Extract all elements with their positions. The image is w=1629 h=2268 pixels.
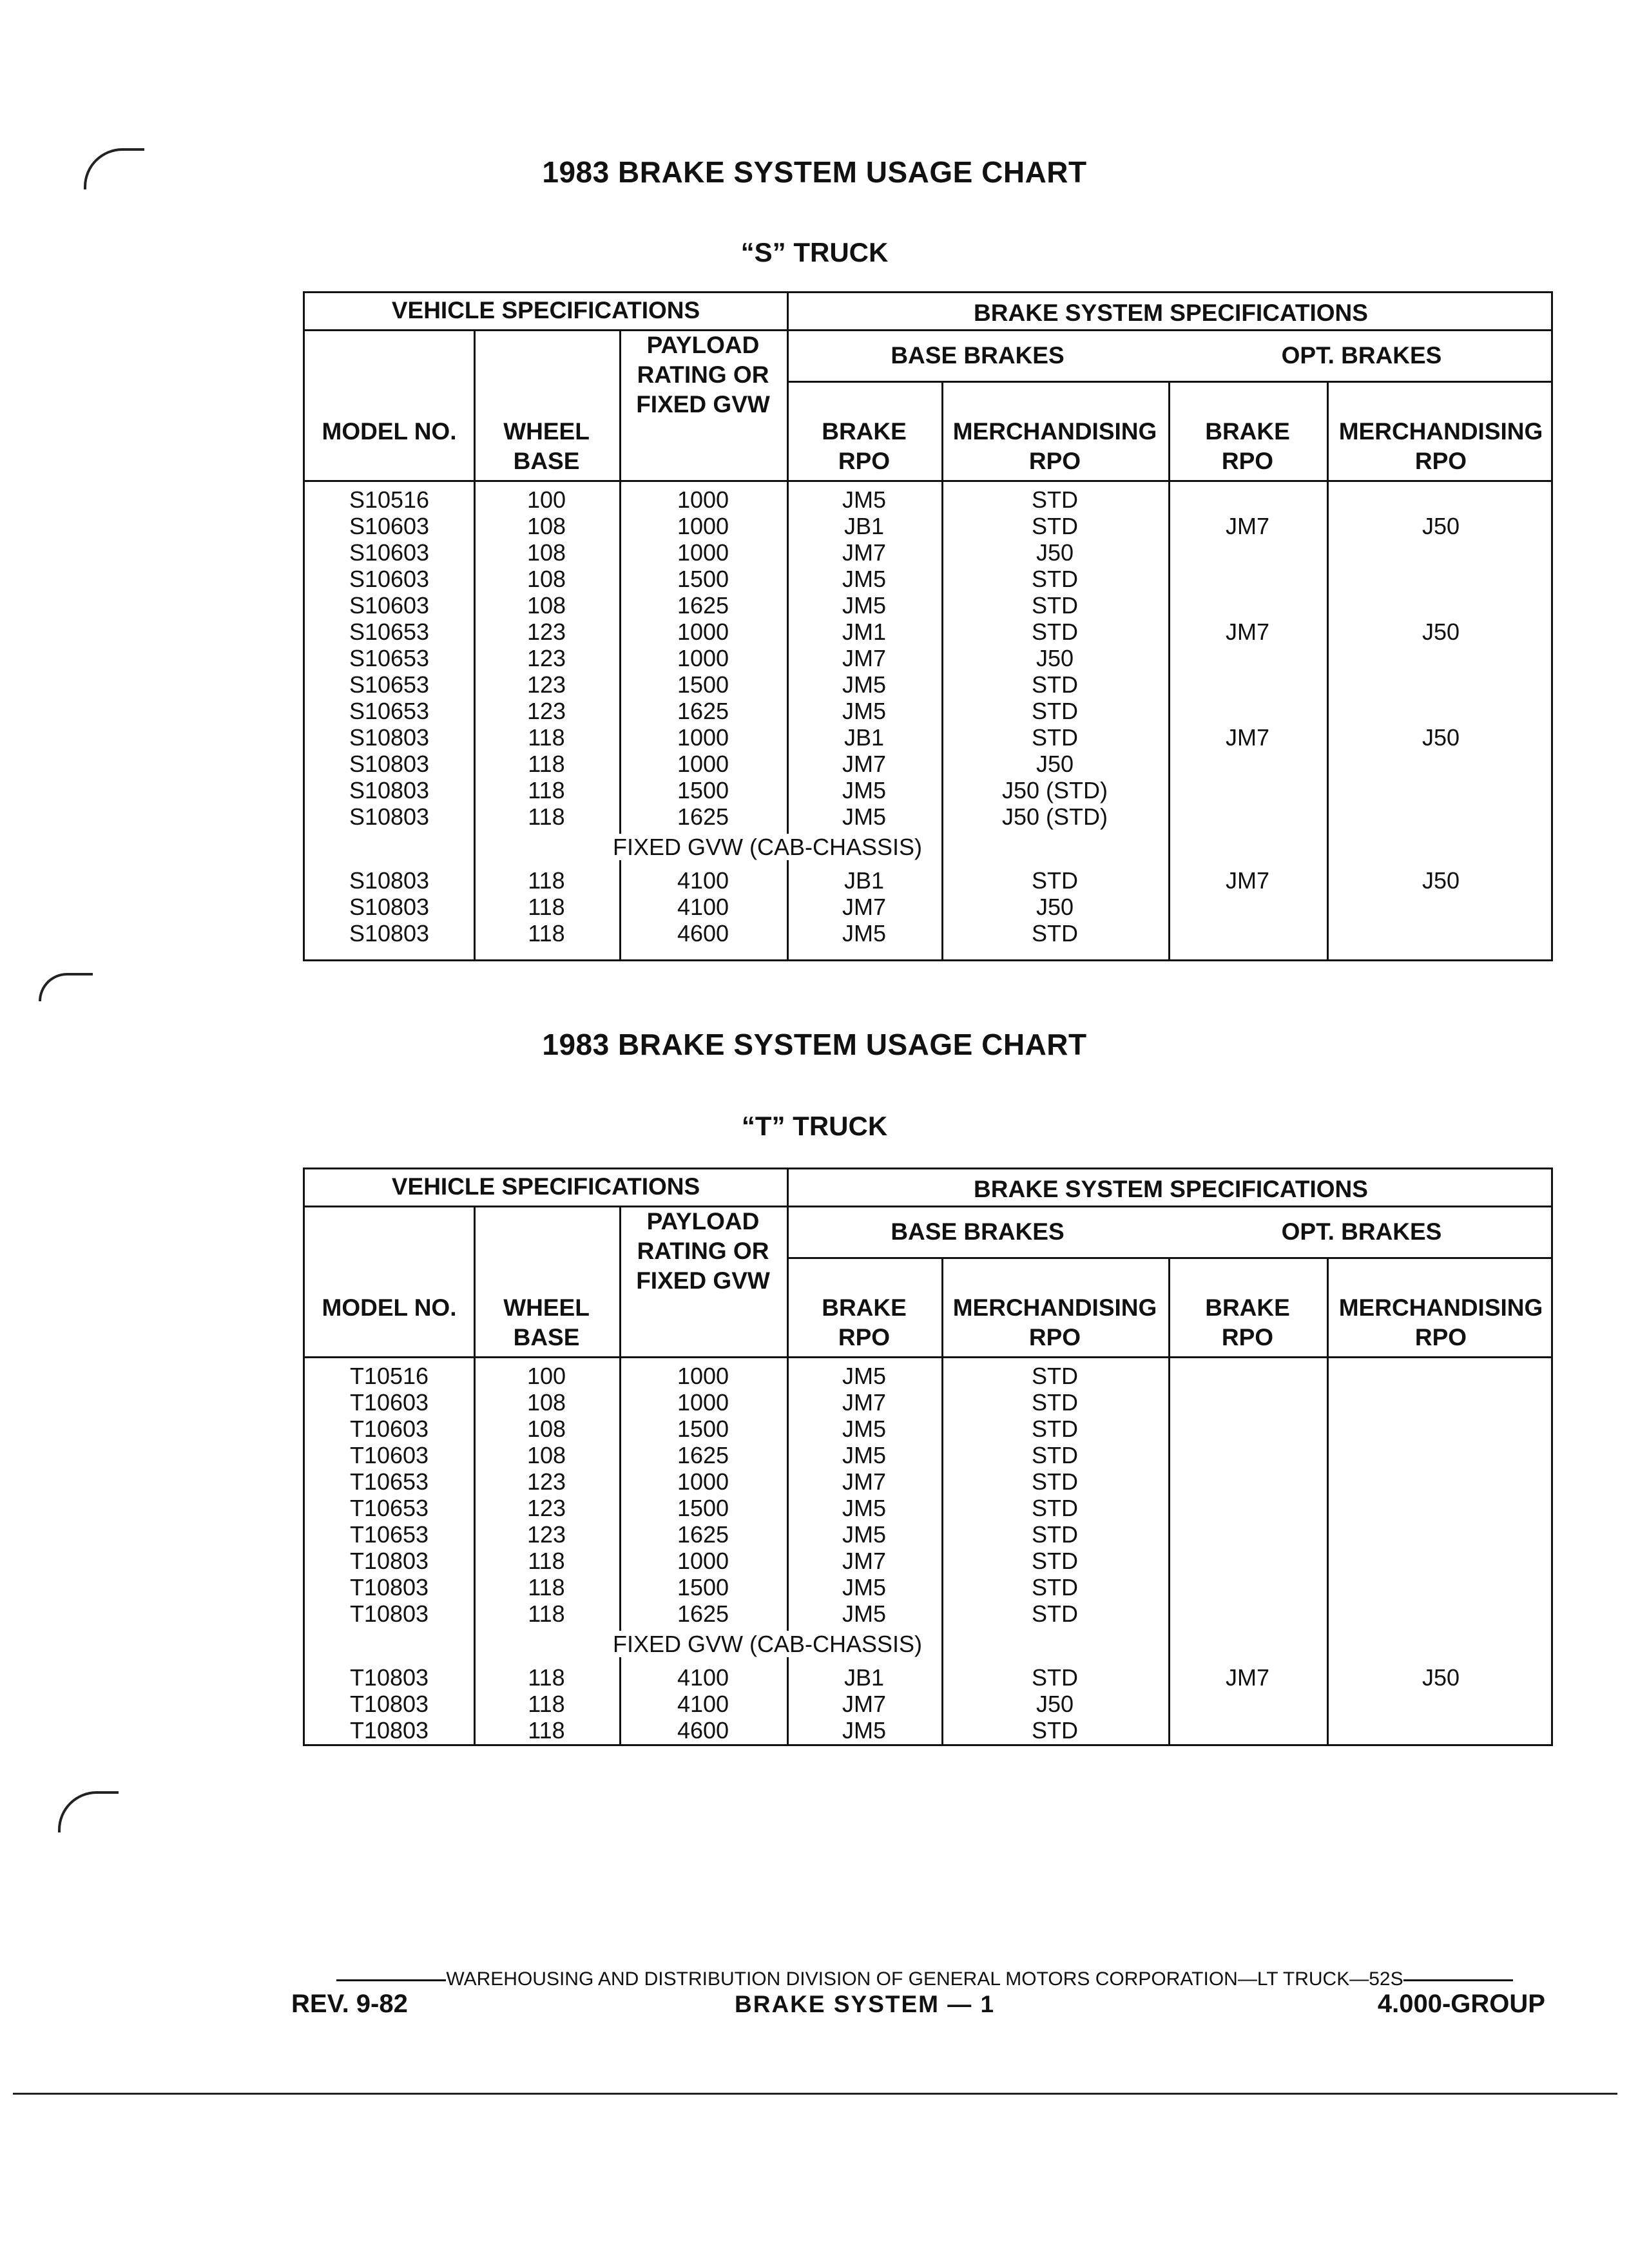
usage-table xyxy=(303,291,1553,961)
table-row xyxy=(305,1548,1551,1574)
opt-merch-rpo-header: MERCHANDISING RPO xyxy=(1338,1294,1543,1350)
cell-merch: STD xyxy=(1032,1521,1078,1548)
cell-merch: STD xyxy=(1032,1717,1078,1744)
cell-model: S10803 xyxy=(349,920,430,947)
merch-rpo-header: MERCHANDISING RPO xyxy=(952,1294,1157,1350)
cell-omerch: J50 xyxy=(1422,619,1460,645)
opt-merch-rpo-header: MERCHANDISING RPO xyxy=(1338,418,1543,474)
cell-model: T10603 xyxy=(349,1389,429,1416)
cell-gvw: 1500 xyxy=(677,1574,729,1600)
cell-gvw: 1000 xyxy=(677,1468,729,1495)
table-row xyxy=(305,539,1551,566)
cell-model: T10653 xyxy=(349,1468,429,1495)
cell-model: T10603 xyxy=(349,1416,429,1442)
footer-revision: REV. 9-82 xyxy=(291,1990,408,2018)
cell-model: S10803 xyxy=(349,894,430,920)
cell-merch: J50 xyxy=(1036,1691,1074,1717)
cell-gvw: 1000 xyxy=(677,724,729,751)
table-row xyxy=(305,867,1551,894)
cell-brake: JM5 xyxy=(842,803,886,830)
cell-merch: J50 (STD) xyxy=(1001,777,1108,803)
opt-brakes-header: OPT. BRAKES xyxy=(1281,1218,1442,1245)
cell-wb: 108 xyxy=(526,539,566,566)
cell-wb: 108 xyxy=(526,566,566,592)
cell-model: S10603 xyxy=(349,539,430,566)
cell-wb: 123 xyxy=(526,1521,566,1548)
header-rule xyxy=(305,1206,1551,1207)
cell-gvw: 4100 xyxy=(677,1691,729,1717)
cell-gvw: 1000 xyxy=(677,645,729,671)
cell-gvw: 1000 xyxy=(677,619,729,645)
table-row xyxy=(305,592,1551,619)
cell-model: S10653 xyxy=(349,698,430,724)
cell-obrake: JM7 xyxy=(1225,513,1269,539)
cell-model: S10803 xyxy=(349,803,430,830)
cell-wb: 100 xyxy=(526,1363,566,1389)
cell-gvw: 4100 xyxy=(677,894,729,920)
cell-brake: JM5 xyxy=(842,1363,886,1389)
cell-brake: JM5 xyxy=(842,1416,886,1442)
cell-wb: 123 xyxy=(526,1468,566,1495)
chart-subtitle: “S” TRUCK xyxy=(740,237,889,267)
table-row xyxy=(305,1574,1551,1600)
cell-wb: 123 xyxy=(526,1495,566,1521)
table-row xyxy=(305,803,1551,830)
cell-model: S10803 xyxy=(349,867,430,894)
cell-wb: 118 xyxy=(528,803,565,830)
cell-model: S10516 xyxy=(349,486,430,513)
cell-wb: 123 xyxy=(526,698,566,724)
cell-wb: 118 xyxy=(528,1600,565,1627)
cell-merch: J50 xyxy=(1036,894,1074,920)
cell-merch: STD xyxy=(1032,724,1078,751)
header-rule xyxy=(305,329,1551,331)
brake-rpo-header: BRAKE RPO xyxy=(822,418,907,474)
cell-merch: STD xyxy=(1032,486,1078,513)
cell-obrake: JM7 xyxy=(1225,1664,1269,1691)
cell-brake: JM5 xyxy=(842,566,886,592)
vehicle-specs-header: VEHICLE SPECIFICATIONS xyxy=(391,297,700,323)
opt-brake-rpo-header: BRAKE RPO xyxy=(1205,418,1290,474)
cell-merch: STD xyxy=(1032,1389,1078,1416)
cell-gvw: 1625 xyxy=(677,1600,729,1627)
table-row xyxy=(305,920,1551,947)
cell-gvw: 4100 xyxy=(677,1664,729,1691)
fixed-gvw-label: FIXED GVW (CAB-CHASSIS) xyxy=(608,1631,927,1657)
cell-brake: JM5 xyxy=(842,592,886,619)
cell-gvw: 1000 xyxy=(677,1389,729,1416)
cell-brake: JM5 xyxy=(842,1600,886,1627)
cell-gvw: 1625 xyxy=(677,698,729,724)
cell-gvw: 4600 xyxy=(677,1717,729,1744)
cell-brake: JM5 xyxy=(842,698,886,724)
cell-gvw: 1000 xyxy=(677,1548,729,1574)
table-row xyxy=(305,513,1551,539)
usage-table xyxy=(303,1168,1553,1746)
cell-model: T10603 xyxy=(349,1442,429,1468)
cell-gvw: 1625 xyxy=(677,1521,729,1548)
cell-model: S10803 xyxy=(349,777,430,803)
binder-hole-mark xyxy=(39,973,93,1001)
table-row xyxy=(305,1664,1551,1691)
cell-merch: J50 (STD) xyxy=(1001,803,1108,830)
cell-wb: 108 xyxy=(526,513,566,539)
cell-merch: STD xyxy=(1032,1600,1078,1627)
cell-brake: JM5 xyxy=(842,1495,886,1521)
cell-brake: JM7 xyxy=(842,1468,886,1495)
cell-merch: STD xyxy=(1032,1468,1078,1495)
cell-model: S10603 xyxy=(349,592,430,619)
chart-title: 1983 BRAKE SYSTEM USAGE CHART xyxy=(542,1028,1087,1061)
opt-brakes-header: OPT. BRAKES xyxy=(1281,342,1442,369)
cell-wb: 123 xyxy=(526,645,566,671)
cell-model: T10803 xyxy=(349,1574,429,1600)
cell-gvw: 1000 xyxy=(677,539,729,566)
cell-merch: STD xyxy=(1032,1416,1078,1442)
cell-wb: 118 xyxy=(528,1691,565,1717)
opt-brake-rpo-header: BRAKE RPO xyxy=(1205,1294,1290,1350)
cell-model: S10803 xyxy=(349,724,430,751)
cell-wb: 118 xyxy=(528,1574,565,1600)
table-row xyxy=(305,1468,1551,1495)
cell-wb: 108 xyxy=(526,1416,566,1442)
cell-gvw: 1500 xyxy=(677,671,729,698)
cell-wb: 118 xyxy=(528,1548,565,1574)
merch-rpo-header: MERCHANDISING RPO xyxy=(952,418,1157,474)
cell-obrake: JM7 xyxy=(1225,867,1269,894)
table-row xyxy=(305,1600,1551,1627)
cell-wb: 118 xyxy=(528,894,565,920)
cell-wb: 118 xyxy=(528,751,565,777)
cell-gvw: 1500 xyxy=(677,566,729,592)
brake-rpo-header: BRAKE RPO xyxy=(822,1294,907,1350)
table-row xyxy=(305,1416,1551,1442)
header-rule xyxy=(305,1356,1551,1358)
cell-gvw: 1500 xyxy=(677,777,729,803)
cell-brake: JB1 xyxy=(843,513,885,539)
cell-gvw: 1500 xyxy=(677,1495,729,1521)
cell-wb: 118 xyxy=(528,1664,565,1691)
cell-merch: STD xyxy=(1032,671,1078,698)
cell-brake: JM5 xyxy=(842,1521,886,1548)
cell-brake: JM7 xyxy=(842,1389,886,1416)
cell-merch: STD xyxy=(1032,1442,1078,1468)
cell-model: S10603 xyxy=(349,513,430,539)
brake-specs-header: BRAKE SYSTEM SPECIFICATIONS xyxy=(974,1176,1368,1202)
cell-model: S10653 xyxy=(349,671,430,698)
cell-wb: 118 xyxy=(528,1717,565,1744)
cell-gvw: 1625 xyxy=(677,592,729,619)
cell-merch: STD xyxy=(1032,592,1078,619)
cell-merch: J50 xyxy=(1036,539,1074,566)
table-row xyxy=(305,724,1551,751)
cell-brake: JM5 xyxy=(842,486,886,513)
cell-merch: STD xyxy=(1032,698,1078,724)
cell-gvw: 1000 xyxy=(677,1363,729,1389)
cell-omerch: J50 xyxy=(1422,867,1460,894)
table-row xyxy=(305,1442,1551,1468)
cell-gvw: 1000 xyxy=(677,751,729,777)
footer-group: 4.000-GROUP xyxy=(1377,1990,1545,2018)
cell-model: T10653 xyxy=(349,1521,429,1548)
payload-header: PAYLOAD RATING OR FIXED GVW xyxy=(636,1208,770,1294)
wheel-base-header: WHEEL BASE xyxy=(503,1294,590,1350)
table-row xyxy=(305,751,1551,777)
cell-merch: STD xyxy=(1032,920,1078,947)
cell-merch: STD xyxy=(1032,1363,1078,1389)
cell-omerch: J50 xyxy=(1422,724,1460,751)
cell-wb: 118 xyxy=(528,867,565,894)
cell-brake: JM5 xyxy=(842,1717,886,1744)
table-row xyxy=(305,1691,1551,1717)
table-row xyxy=(305,645,1551,671)
cell-brake: JM5 xyxy=(842,920,886,947)
cell-merch: STD xyxy=(1032,1548,1078,1574)
cell-wb: 118 xyxy=(528,777,565,803)
cell-wb: 118 xyxy=(528,724,565,751)
cell-brake: JM5 xyxy=(842,777,886,803)
cell-wb: 123 xyxy=(526,619,566,645)
base-brakes-header: BASE BRAKES xyxy=(891,342,1065,369)
table-row xyxy=(305,486,1551,513)
cell-brake: JM1 xyxy=(842,619,886,645)
cell-merch: STD xyxy=(1032,513,1078,539)
chart-subtitle: “T” TRUCK xyxy=(741,1111,888,1141)
table-row xyxy=(305,698,1551,724)
cell-merch: STD xyxy=(1032,1664,1078,1691)
cell-merch: STD xyxy=(1032,1574,1078,1600)
cell-wb: 108 xyxy=(526,1389,566,1416)
footer-publisher-line xyxy=(296,1968,1553,1990)
cell-model: S10603 xyxy=(349,566,430,592)
cell-omerch: J50 xyxy=(1422,513,1460,539)
cell-merch: STD xyxy=(1032,566,1078,592)
cell-brake: JB1 xyxy=(843,1664,885,1691)
table-row xyxy=(305,1495,1551,1521)
cell-brake: JM7 xyxy=(842,894,886,920)
cell-brake: JB1 xyxy=(843,867,885,894)
cell-gvw: 4100 xyxy=(677,867,729,894)
cell-brake: JM7 xyxy=(842,1691,886,1717)
cell-wb: 108 xyxy=(526,592,566,619)
binder-hole-mark xyxy=(58,1791,119,1832)
cell-gvw: 1625 xyxy=(677,803,729,830)
cell-gvw: 1625 xyxy=(677,1442,729,1468)
table-row xyxy=(305,894,1551,920)
bottom-rule xyxy=(13,2093,1617,2095)
base-brakes-header: BASE BRAKES xyxy=(891,1218,1065,1245)
cell-brake: JM5 xyxy=(842,1442,886,1468)
cell-merch: J50 xyxy=(1036,645,1074,671)
cell-merch: STD xyxy=(1032,619,1078,645)
table-row xyxy=(305,671,1551,698)
cell-omerch: J50 xyxy=(1422,1664,1460,1691)
cell-brake: JM7 xyxy=(842,1548,886,1574)
cell-model: S10803 xyxy=(349,751,430,777)
model-no-header: MODEL NO. xyxy=(322,418,457,445)
cell-merch: STD xyxy=(1032,867,1078,894)
fixed-gvw-label: FIXED GVW (CAB-CHASSIS) xyxy=(608,834,927,860)
table-row xyxy=(305,566,1551,592)
cell-wb: 118 xyxy=(528,920,565,947)
cell-model: T10803 xyxy=(349,1600,429,1627)
cell-brake: JM7 xyxy=(842,645,886,671)
cell-gvw: 1500 xyxy=(677,1416,729,1442)
cell-model: T10803 xyxy=(349,1717,429,1744)
cell-merch: STD xyxy=(1032,1495,1078,1521)
chart-title: 1983 BRAKE SYSTEM USAGE CHART xyxy=(542,155,1087,189)
cell-model: S10653 xyxy=(349,645,430,671)
cell-obrake: JM7 xyxy=(1225,619,1269,645)
cell-brake: JM7 xyxy=(842,539,886,566)
header-rule xyxy=(305,480,1551,482)
cell-brake: JM5 xyxy=(842,671,886,698)
cell-brake: JM5 xyxy=(842,1574,886,1600)
cell-brake: JB1 xyxy=(843,724,885,751)
table-row xyxy=(305,619,1551,645)
payload-header: PAYLOAD RATING OR FIXED GVW xyxy=(636,332,770,418)
table-row xyxy=(305,1389,1551,1416)
table-row xyxy=(305,1521,1551,1548)
cell-gvw: 1000 xyxy=(677,486,729,513)
footer-publisher: WAREHOUSING AND DISTRIBUTION DIVISION OF GENERAL MOTORS CORPORATION—LT TRUCK—52S xyxy=(446,1968,1403,1990)
cell-obrake: JM7 xyxy=(1225,724,1269,751)
cell-brake: JM7 xyxy=(842,751,886,777)
cell-model: S10653 xyxy=(349,619,430,645)
vehicle-specs-header: VEHICLE SPECIFICATIONS xyxy=(391,1173,700,1200)
cell-wb: 108 xyxy=(526,1442,566,1468)
wheel-base-header: WHEEL BASE xyxy=(503,418,590,474)
cell-gvw: 4600 xyxy=(677,920,729,947)
cell-model: T10803 xyxy=(349,1548,429,1574)
footer-section: BRAKE SYSTEM — 1 xyxy=(735,1991,996,2017)
cell-model: T10803 xyxy=(349,1691,429,1717)
cell-merch: J50 xyxy=(1036,751,1074,777)
model-no-header: MODEL NO. xyxy=(322,1294,457,1321)
cell-model: T10516 xyxy=(349,1363,429,1389)
table-row xyxy=(305,1717,1551,1744)
table-row xyxy=(305,777,1551,803)
brake-specs-header: BRAKE SYSTEM SPECIFICATIONS xyxy=(974,300,1368,326)
cell-gvw: 1000 xyxy=(677,513,729,539)
table-row xyxy=(305,1363,1551,1389)
cell-model: T10803 xyxy=(349,1664,429,1691)
cell-wb: 123 xyxy=(526,671,566,698)
cell-model: T10653 xyxy=(349,1495,429,1521)
cell-wb: 100 xyxy=(526,486,566,513)
